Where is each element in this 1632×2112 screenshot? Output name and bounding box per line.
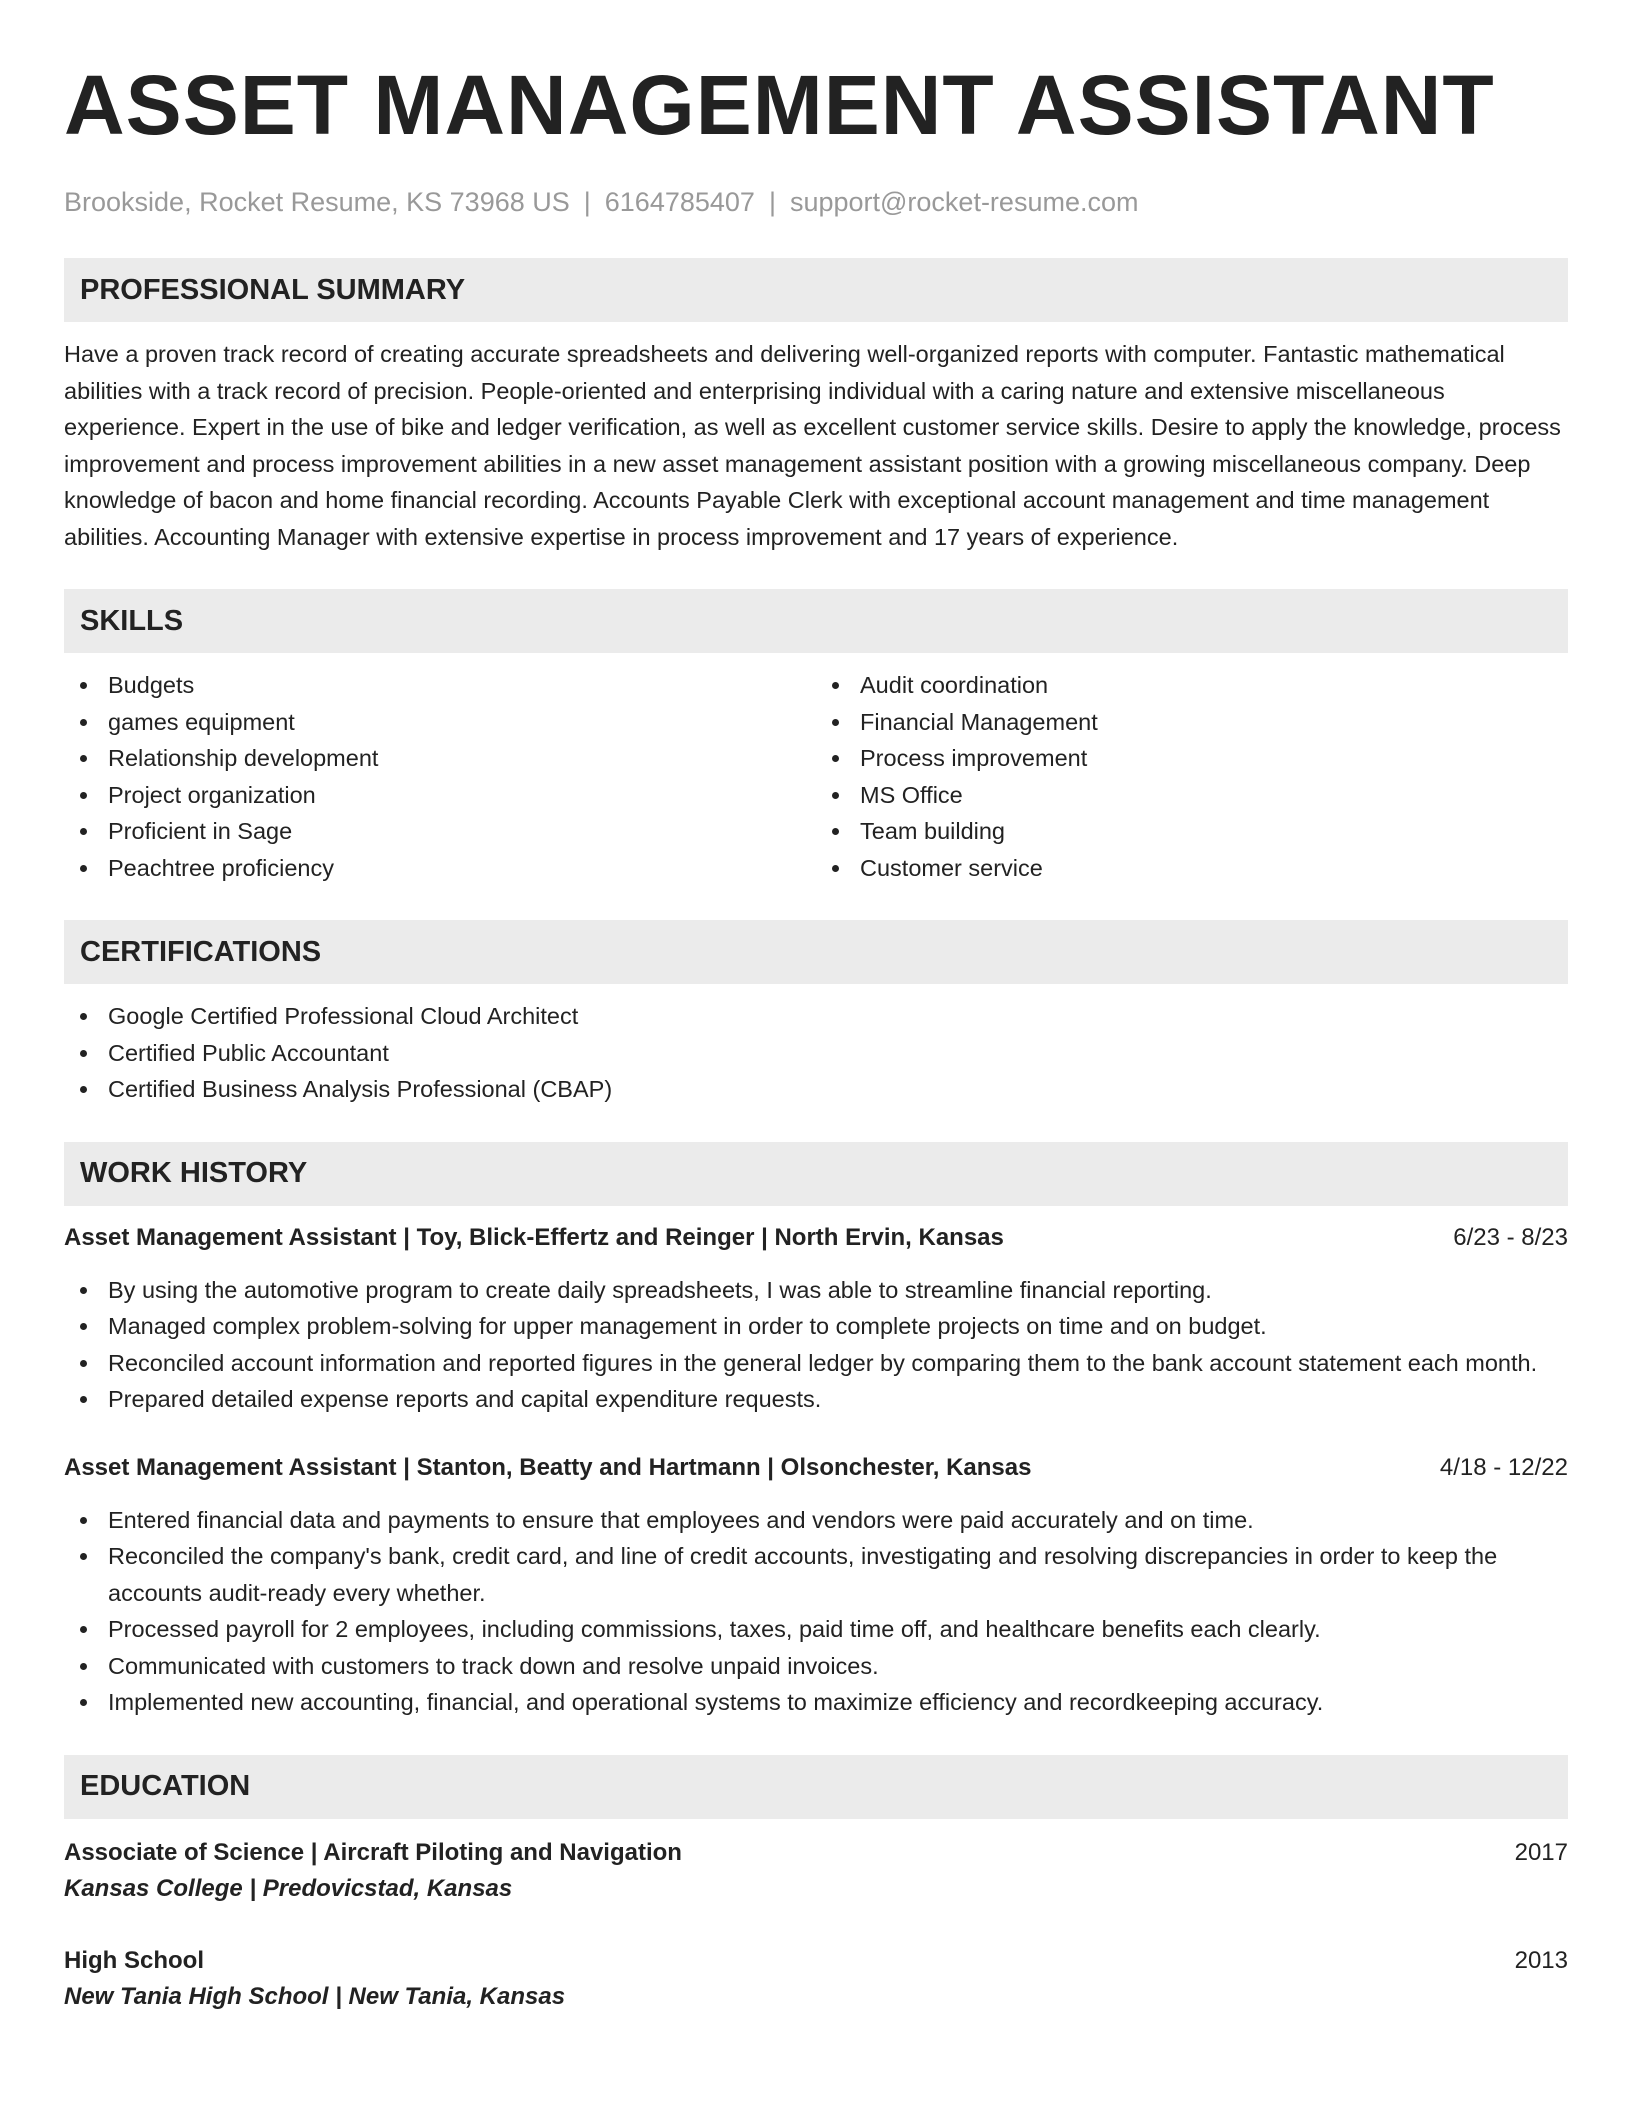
skill-item: games equipment xyxy=(64,704,816,741)
education-entry xyxy=(64,1943,1568,2015)
job-header xyxy=(64,1450,1568,1486)
education-header xyxy=(64,1943,1568,1979)
job-dates: 6/23 - 8/23 xyxy=(1453,1223,1568,1251)
skill-item: Audit coordination xyxy=(816,667,1568,704)
job-bullet: Reconciled account information and reported figures in the general ledger by comparing them to the bank account statement each month. xyxy=(64,1345,1568,1382)
skill-item: Proficient in Sage xyxy=(64,813,816,850)
skill-item: Project organization xyxy=(64,777,816,814)
education-year: 2017 xyxy=(1514,1838,1568,1866)
skills-left-column xyxy=(64,667,816,886)
skill-item: Team building xyxy=(816,813,1568,850)
education-year: 2013 xyxy=(1514,1946,1568,1974)
job-bullets xyxy=(64,1272,1568,1418)
skill-item: Customer service xyxy=(816,850,1568,887)
summary-heading: PROFESSIONAL SUMMARY xyxy=(64,258,1568,322)
skill-item: Peachtree proficiency xyxy=(64,850,816,887)
skill-item: Budgets xyxy=(64,667,816,704)
certifications-heading: CERTIFICATIONS xyxy=(64,920,1568,984)
job-header xyxy=(64,1220,1568,1256)
job-dates: 4/18 - 12/22 xyxy=(1439,1453,1568,1481)
job-bullet: Entered financial data and payments to ensure that employees and vendors were paid accurately and on time. xyxy=(64,1502,1568,1539)
contact-separator: | xyxy=(768,187,776,217)
contact-address: Brookside, Rocket Resume, KS 73968 US xyxy=(64,187,570,217)
education-entry xyxy=(64,1835,1568,1907)
job-bullet: Reconciled the company's bank, credit card, and line of credit accounts, investigating and resolving discrepancies in order to keep the accounts audit-ready every whether. xyxy=(64,1538,1568,1611)
education-degree: Associate of Science | Aircraft Piloting and Navigation xyxy=(64,1838,682,1866)
skill-item: Relationship development xyxy=(64,740,816,777)
contact-phone: 6164785407 xyxy=(604,187,755,217)
contact-email: support@rocket-resume.com xyxy=(789,187,1139,217)
education-heading: EDUCATION xyxy=(64,1755,1568,1819)
skills-right-column xyxy=(816,667,1568,886)
skill-item: Process improvement xyxy=(816,740,1568,777)
skill-item: Financial Management xyxy=(816,704,1568,741)
candidate-name: ASSET MANAGEMENT ASSISTANT xyxy=(64,58,1495,152)
job-bullet: By using the automotive program to create daily spreadsheets, I was able to streamline financial reporting. xyxy=(64,1272,1568,1309)
job-entry xyxy=(64,1220,1568,1418)
job-title: Asset Management Assistant | Toy, Blick-Effertz and Reinger | North Ervin, Kansas xyxy=(64,1223,1004,1251)
certification-item: Certified Public Accountant xyxy=(64,1035,1568,1072)
contact-separator: | xyxy=(583,187,591,217)
education-degree: High School xyxy=(64,1946,204,1974)
job-bullets xyxy=(64,1502,1568,1721)
work-history-heading: WORK HISTORY xyxy=(64,1142,1568,1206)
certification-item: Certified Business Analysis Professional (CBAP) xyxy=(64,1071,1568,1108)
job-entry xyxy=(64,1450,1568,1721)
skill-item: MS Office xyxy=(816,777,1568,814)
certification-item: Google Certified Professional Cloud Architect xyxy=(64,998,1568,1035)
job-bullet: Communicated with customers to track down and resolve unpaid invoices. xyxy=(64,1648,1568,1685)
job-bullet: Implemented new accounting, financial, and operational systems to maximize efficiency and recordkeeping accuracy. xyxy=(64,1684,1568,1721)
education-header xyxy=(64,1835,1568,1871)
certifications-list xyxy=(64,998,1568,1108)
skills-heading: SKILLS xyxy=(64,589,1568,653)
job-bullet: Managed complex problem-solving for upper management in order to complete projects on time and on budget. xyxy=(64,1308,1568,1345)
job-bullet: Processed payroll for 2 employees, including commissions, taxes, paid time off, and healthcare benefits each clearly. xyxy=(64,1611,1568,1648)
education-school: Kansas College | Predovicstad, Kansas xyxy=(64,1874,513,1902)
summary-text: Have a proven track record of creating accurate spreadsheets and delivering well-organized reports with computer. Fantastic mathematical abilities with a track record of precision. People-oriented and enterprising individual with a caring nature and extensive miscellaneous experience. Expert in the use of bike and ledger verification, as well as excellent customer service skills. Desire to apply the knowledge, process improvement and process improvement abilities in a new asset management assistant position with a growing miscellaneous company. Deep knowledge of bacon and home financial recording. Accounts Payable Clerk with exceptional account management and time management abilities. Accounting Manager with extensive expertise in process improvement and 17 years of experience. xyxy=(64,341,1561,550)
contact-line xyxy=(64,184,1568,220)
education-school: New Tania High School | New Tania, Kansas xyxy=(64,1982,566,2010)
skills-list xyxy=(64,667,1568,886)
job-title: Asset Management Assistant | Stanton, Beatty and Hartmann | Olsonchester, Kansas xyxy=(64,1453,1032,1481)
job-bullet: Prepared detailed expense reports and capital expenditure requests. xyxy=(64,1381,1568,1418)
